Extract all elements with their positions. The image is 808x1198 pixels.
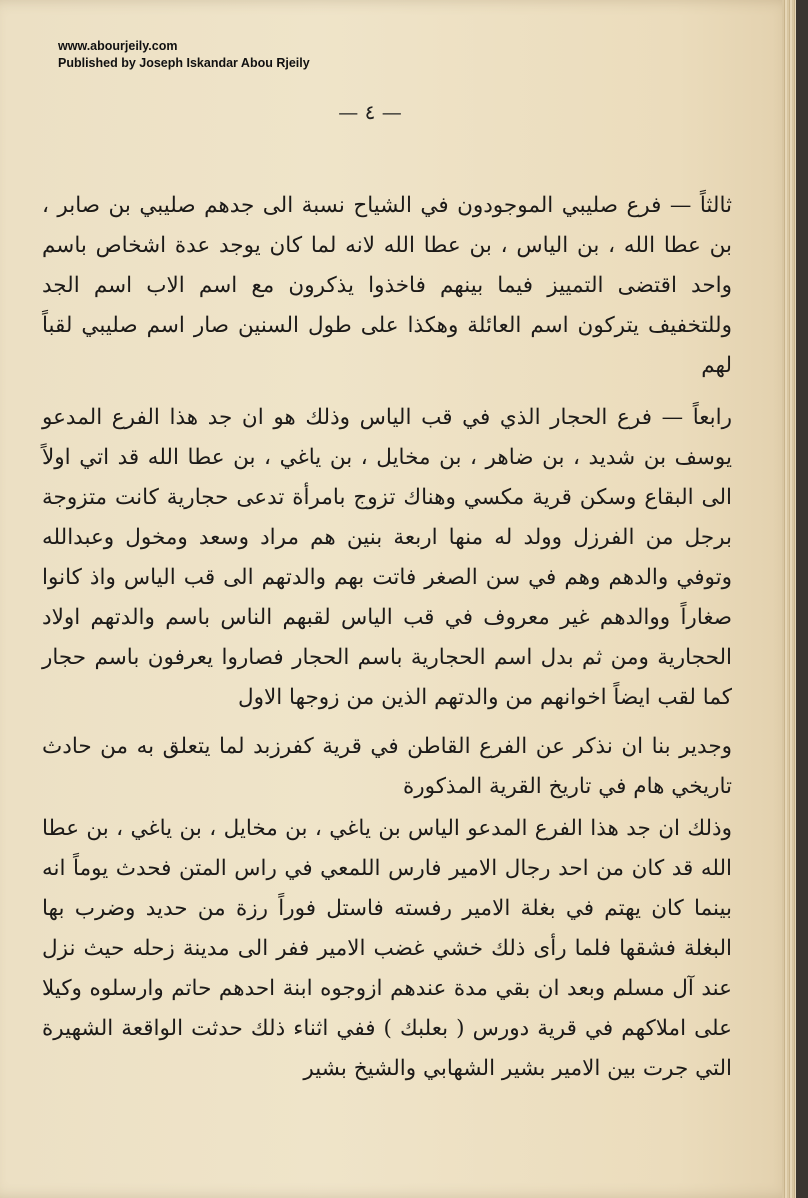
paragraph-kfarzabad-note: وجدير بنا ان نذكر عن الفرع القاطن في قرية كفرزبد لما يتعلق به من حادث تاريخي هام في تاريخ القرية المذكورة <box>42 733 732 799</box>
page-edge <box>782 0 796 1198</box>
paragraph-fourth-branch: رابعاً — فرع الحجار الذي في قب الياس وذلك هو ان جد هذا الفرع المدعو يوسف بن شديد ، بن ضاهر ، بن مخايل ، بن ياغي ، بن عطا الله قد اتي اولاً الى البقاع وسكن قرية مكسي وهناك تزوج بامرأة تدعى حجارية كانت متزوجة برجل من الفرزل وولد له منها اربعة بنين هم مراد وسعد ومخول وعبدالله وتوفي والدهم وهم في سن الصغر فاتت بهم والدتهم الى قب الياس واذ كانوا صغاراً ووالدهم غير معروف في قب الياس لقبهم الناس باسم والدتهم اولاد الحجارية ومن ثم بدل اسم الحجارية باسم الحجار فصاروا يعرفون باسم حجار كما لقب ايضاً اخوانهم من والدتهم الذين من زوجها الاول <box>42 404 732 710</box>
paragraph-elias-story: وذلك ان جد هذا الفرع المدعو الياس بن ياغي ، بن مخايل ، بن ياغي ، بن عطا الله قد كان من احد رجال الامير فارس اللمعي في راس المتن فحدث يوماً انه بينما كان يهتم في بغلة الامير رفسته فاستل فوراً رزة من حديد وضرب بها البغلة فشقها فلما رأى ذلك خشي غضب الامير ففر الى مدينة زحله حيث نزل عند آل مسلم وبعد ان بقي مدة عندهم ازوجوه ابنة احدهم حاتم وارسلوه وكيلا على املاكهم في قرية دورس ( بعلبك ) ففي اثناء ذلك حدثت الواقعة الشهيرة التي جرت بين الامير بشير الشهابي والشيخ بشير <box>42 815 732 1081</box>
website-url[interactable]: www.abourjeily.com <box>58 39 178 53</box>
watermark-header <box>58 38 310 72</box>
paragraph-third-branch: ثالثاً — فرع صليبي الموجودون في الشياح نسبة الى جدهم صليبي بن صابر ، بن عطا الله ، بن الياس ، بن عطا الله لانه لما كان يوجد عدة اشخاص باسم واحد اقتضى التمييز فيما بينهم فاخذوا يذكرون مع اسم الاب اسم الجد وللتخفيف يتركون اسم العائلة وهكذا على طول السنين صار اسم صليبي لقباً لهم <box>42 192 732 378</box>
publisher-line: Published by Joseph Iskandar Abou Rjeily <box>58 56 310 70</box>
page-number: — ٤ — <box>338 100 402 124</box>
